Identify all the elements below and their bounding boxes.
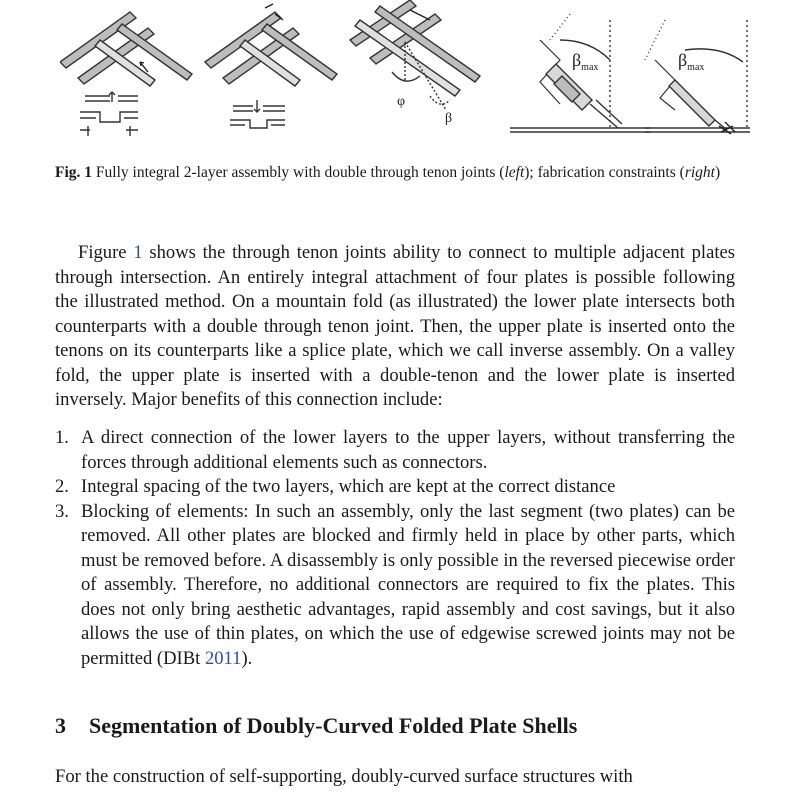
panel-constraint-1	[510, 14, 650, 132]
beta-label: β	[445, 111, 453, 126]
citation-link[interactable]: 2011	[204, 647, 242, 669]
section-number: 3	[55, 713, 66, 738]
panel-constraint-2	[645, 20, 750, 134]
caption-label: Fig. 1	[55, 164, 93, 181]
body-paragraph: Figure 1 shows the through tenon joints ability to connect to multiple adjacent plates through intersection. An entirely integral attachment of four plates is possible following the illustrated method. On a mountain fold (as illustrated) the lower plate intersects both counterparts with a double through tenon joint. Then, the upper plate is inserted onto the tenons on its counterparts like a splice plate, which we call inverse assembly. On a valley fold, the upper plate is inserted with a double-tenon and the lower plate is inserted inversely. Major benefits of this connection include:	[55, 242, 735, 410]
panel-assembly-1	[60, 12, 192, 136]
panel-assembly-2	[205, 4, 337, 128]
section-title: Segmentation of Doubly-Curved Folded Plate Shells	[89, 713, 578, 738]
list-item: 2. Integral spacing of the two layers, which are kept at the correct distance	[55, 476, 616, 497]
benefits-list	[55, 426, 735, 671]
body-paragraph-2: For the construction of self-supporting, doubly-curved surface structures with	[55, 766, 633, 787]
figure-1-illustration	[60, 0, 750, 150]
beta-max-label-1: $\beta_{max}$	[572, 50, 599, 73]
list-item: 1. A direct connection of the lower layers to the upper layers, without transferring the forces through additional elements such as connectors.	[55, 427, 735, 473]
phi-label: φ	[397, 94, 406, 109]
panel-angle-phi	[350, 0, 480, 110]
section-heading	[55, 712, 745, 740]
beta-max-label-2: $\beta_{max}$	[678, 50, 705, 73]
figure-caption: Fig. 1 Fully integral 2-layer assembly with double through tenon joints (left); fabrication constraints (right)	[55, 164, 721, 181]
list-item: 3. Blocking of elements: In such an assembly, only the last segment (two plates) can be removed. All other plates are blocked and firmly held in place by other parts, which must be removed before. A disassembly is only possible in the reversed piecewise order of assembly. Therefore, no additional connectors are required to fix the plates. This does not only bring aesthetic advantages, rapid assembly and cost savings, but it also allows the use of thin plates, on which the use of edgewise screwed joints may not be permitted (DIBt 2011).	[55, 500, 735, 669]
figure-reference-link[interactable]: 1	[133, 242, 143, 263]
